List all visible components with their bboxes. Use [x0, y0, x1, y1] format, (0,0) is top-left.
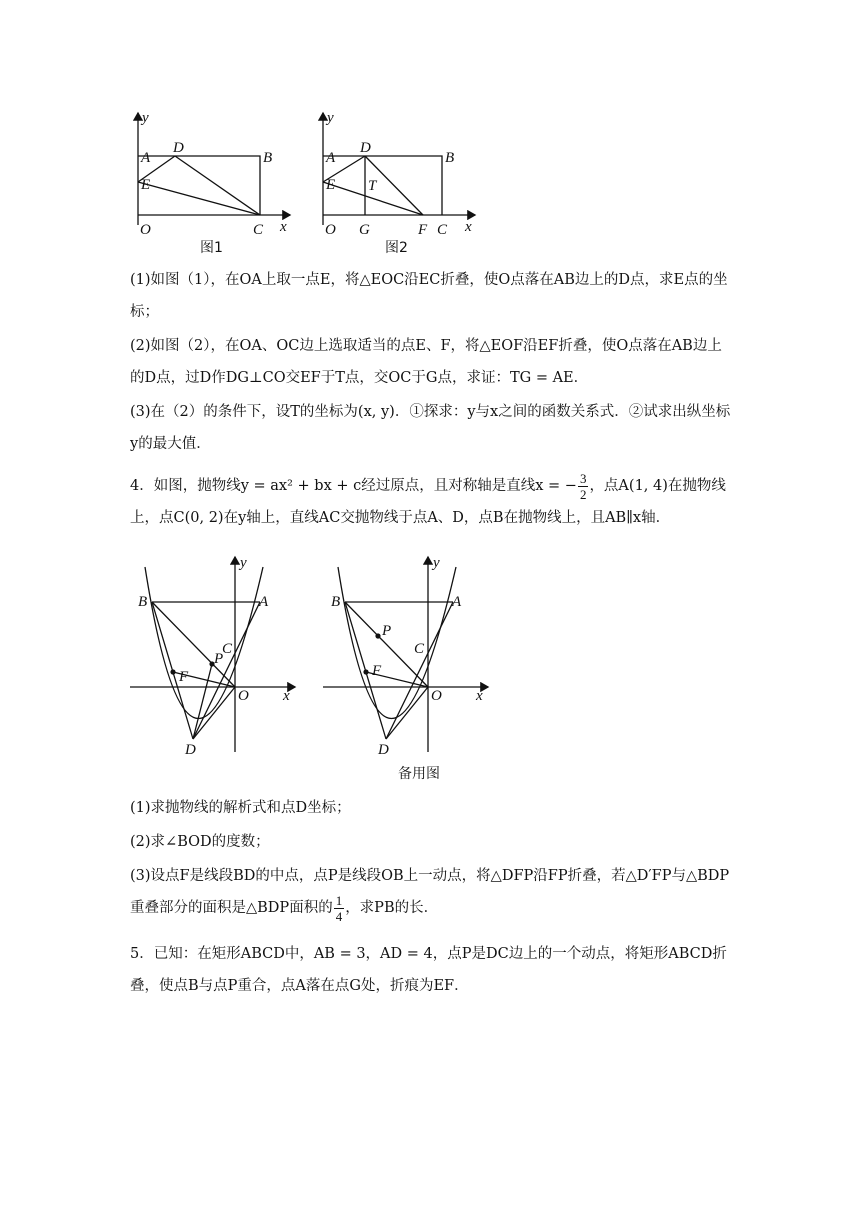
- label-D: D: [378, 742, 389, 758]
- label-F: F: [179, 669, 189, 685]
- label-B: B: [138, 594, 148, 610]
- problem3-part3-text: (3)在（2）的条件下，设T的坐标为(x, y)．①探求：y与x之间的函数关系式．②试求出纵坐标y的最大值．: [130, 404, 731, 452]
- parabola-backup-figure-svg: [318, 552, 493, 787]
- label-O: O: [140, 222, 151, 238]
- fraction-numerator: 1: [335, 892, 343, 908]
- label-A: A: [326, 150, 336, 166]
- label-D: D: [173, 140, 184, 156]
- label-G: G: [359, 222, 370, 238]
- label-E: E: [326, 177, 336, 193]
- point-F: [170, 669, 175, 674]
- label-E: E: [141, 177, 151, 193]
- parabola-figure-svg: [125, 552, 300, 762]
- label-y: y: [240, 555, 247, 571]
- label-A: A: [452, 594, 462, 610]
- label-B: B: [445, 150, 455, 166]
- problem4-question3: [130, 860, 732, 924]
- problem4-stem-part-b: ，点A(1, 4)在抛物线上，点C(0, 2)在y轴上，直线AC交抛物线于点A、D，点B在抛物线上，且AB∥x轴．: [130, 478, 726, 526]
- problem4-question1: [130, 792, 732, 824]
- fraction-one-quarter: [334, 893, 345, 924]
- problem4-question3-part-b: ，求PB的长．: [345, 900, 439, 916]
- label-O: O: [238, 688, 249, 704]
- problem4-question1-text: (1)求抛物线的解析式和点D坐标；: [130, 800, 351, 816]
- caption-fig1: 图1: [200, 240, 223, 256]
- segment-AD: [193, 602, 260, 739]
- label-O: O: [325, 222, 336, 238]
- caption-backup: 备用图: [398, 766, 440, 782]
- segment-EC: [138, 182, 260, 215]
- problem4-question3-part-a: (3)设点F是线段BD的中点，点P是线段OB上一动点，将△DFP沿FP折叠，若△D′FP与△BDP重叠部分的面积是△BDP面积的: [130, 868, 730, 916]
- label-D: D: [360, 140, 371, 156]
- figure-1-svg: [120, 105, 300, 265]
- label-A: A: [141, 150, 151, 166]
- label-F: F: [372, 663, 382, 679]
- label-A: A: [259, 594, 269, 610]
- problem3-part2: [130, 330, 732, 394]
- rectangle-edges: [323, 156, 442, 215]
- problem3-part2-text: (2)如图（2），在OA、OC边上选取适当的点E、F，将△EOF沿EF折叠，使O点落在AB边上的D点，过D作DG⊥CO交EF于T点，交OC于G点，求证：TG = AE．: [130, 338, 722, 386]
- problem4-stem-part-a: 4．如图，抛物线y = ax² + bx + c经过原点，且对称轴是直线x = −: [130, 478, 577, 494]
- problem4-stem: [130, 470, 732, 534]
- problem5: [130, 938, 732, 1002]
- parabola-backup-figure: [318, 552, 493, 787]
- figure-1: [120, 105, 300, 265]
- fraction-numerator: 3: [579, 470, 587, 486]
- label-C: C: [222, 641, 233, 657]
- label-C: C: [414, 641, 425, 657]
- rectangle-edges: [138, 156, 260, 215]
- segment-DC: [175, 156, 260, 215]
- point-F: [363, 669, 368, 674]
- figure-2: [305, 105, 485, 265]
- label-P: P: [214, 651, 224, 667]
- fraction-three-halves: [578, 471, 589, 502]
- problem5-text: 5．已知：在矩形ABCD中，AB = 3，AD = 4，点P是DC边上的一个动点，将矩形ABCD折叠，使点B与点P重合，点A落在点G处，折痕为EF．: [130, 946, 727, 994]
- label-y: y: [142, 110, 149, 126]
- label-B: B: [331, 594, 341, 610]
- caption-fig2: 图2: [385, 240, 408, 256]
- label-x: x: [465, 219, 472, 235]
- figure-2-svg: [305, 105, 485, 265]
- fraction-denominator: 4: [335, 908, 343, 924]
- label-B: B: [263, 150, 273, 166]
- label-x: x: [476, 688, 483, 704]
- point-P: [375, 633, 380, 638]
- label-O: O: [431, 688, 442, 704]
- label-y: y: [327, 110, 334, 126]
- parabola-figure: [125, 552, 300, 762]
- segment-AD: [386, 602, 453, 739]
- label-y: y: [433, 555, 440, 571]
- label-x: x: [283, 688, 290, 704]
- label-F: F: [418, 222, 428, 238]
- label-D: D: [185, 742, 196, 758]
- problem4-question2-text: (2)求∠BOD的度数；: [130, 834, 270, 850]
- problem3-part1: [130, 264, 732, 328]
- problem4-question2: [130, 826, 732, 858]
- label-C: C: [253, 222, 264, 238]
- label-T: T: [368, 178, 377, 194]
- label-C: C: [437, 222, 448, 238]
- problem3-part3: [130, 396, 732, 460]
- label-P: P: [382, 623, 392, 639]
- fraction-denominator: 2: [579, 486, 587, 502]
- label-x: x: [280, 219, 287, 235]
- problem3-part1-text: (1)如图（1），在OA上取一点E，将△EOC沿EC折叠，使O点落在AB边上的D点，求E点的坐标；: [130, 272, 728, 320]
